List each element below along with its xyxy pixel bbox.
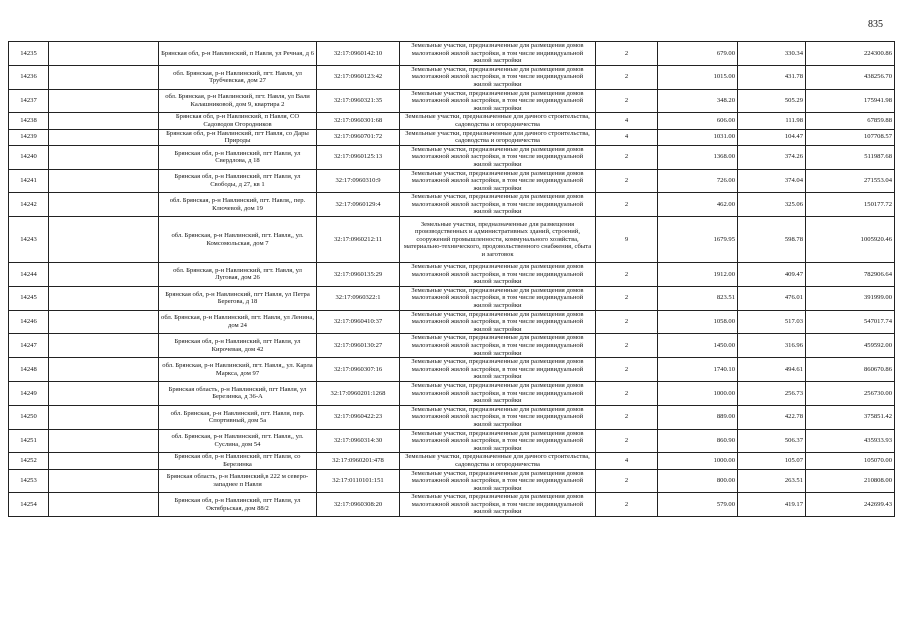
land-use-cell: Земельные участки, предназначенные для дачного строительства, садоводства и огородничества <box>400 453 596 469</box>
cadastral-number-cell: 32:17:0960201:1268 <box>317 381 400 405</box>
specific-value-cell: 111.98 <box>738 113 806 129</box>
group-cell: 2 <box>596 145 658 169</box>
table-row <box>9 286 895 310</box>
blank-cell <box>49 429 159 453</box>
cadastral-number-cell: 32:17:0960310:9 <box>317 169 400 193</box>
row-number: 14236 <box>9 65 49 89</box>
table-row <box>9 334 895 358</box>
group-cell: 2 <box>596 493 658 517</box>
group-cell: 2 <box>596 469 658 493</box>
row-number: 14237 <box>9 89 49 113</box>
cadastral-value-cell: 391999.00 <box>806 286 895 310</box>
table-row <box>9 263 895 287</box>
row-number: 14254 <box>9 493 49 517</box>
row-number: 14253 <box>9 469 49 493</box>
group-cell: 2 <box>596 193 658 217</box>
group-cell: 4 <box>596 453 658 469</box>
group-cell: 2 <box>596 381 658 405</box>
specific-value-cell: 419.17 <box>738 493 806 517</box>
cadastral-number-cell: 32:17:0960314:30 <box>317 429 400 453</box>
specific-value-cell: 505.29 <box>738 89 806 113</box>
cadastral-value-cell: 435933.93 <box>806 429 895 453</box>
cadastral-number-cell: 32:17:0960321:35 <box>317 89 400 113</box>
group-cell: 2 <box>596 334 658 358</box>
row-number: 14248 <box>9 358 49 382</box>
land-use-cell: Земельные участки, предназначенные для размещения домов малоэтажной жилой застройки, в том числе индивидуальной жилой застройки <box>400 169 596 193</box>
cadastral-value-cell: 150177.72 <box>806 193 895 217</box>
blank-cell <box>49 469 159 493</box>
land-use-cell: Земельные участки, предназначенные для размещения производственных и административных зданий, строений, сооружений промышленности, коммунального хозяйства, материально-технического, продовольственного снабжения, сбыта и заготовок <box>400 217 596 263</box>
cadastral-value-cell: 107708.57 <box>806 129 895 145</box>
cadastral-number-cell: 32:17:0960123:42 <box>317 65 400 89</box>
blank-cell <box>49 42 159 66</box>
table-row <box>9 145 895 169</box>
area-cell: 1679.95 <box>658 217 738 263</box>
row-number: 14239 <box>9 129 49 145</box>
cadastral-value-table <box>8 41 895 517</box>
table-row <box>9 65 895 89</box>
address-cell: обл. Брянская, р-н Навлинский, пгт. Навля, ул Трубчевская, дом 27 <box>159 65 317 89</box>
address-cell: обл. Брянская, р-н Навлинский, пгт. Навля, ул Вали Калашниковой, дом 9, квартира 2 <box>159 89 317 113</box>
area-cell: 1912.00 <box>658 263 738 287</box>
group-cell: 2 <box>596 263 658 287</box>
land-use-cell: Земельные участки, предназначенные для размещения домов малоэтажной жилой застройки, в том числе индивидуальной жилой застройки <box>400 405 596 429</box>
area-cell: 348.20 <box>658 89 738 113</box>
row-number: 14242 <box>9 193 49 217</box>
specific-value-cell: 316.96 <box>738 334 806 358</box>
specific-value-cell: 105.07 <box>738 453 806 469</box>
area-cell: 1058.00 <box>658 310 738 334</box>
group-cell: 2 <box>596 310 658 334</box>
specific-value-cell: 256.73 <box>738 381 806 405</box>
specific-value-cell: 598.78 <box>738 217 806 263</box>
cadastral-number-cell: 32:17:0960129:4 <box>317 193 400 217</box>
land-use-cell: Земельные участки, предназначенные для размещения домов малоэтажной жилой застройки, в том числе индивидуальной жилой застройки <box>400 469 596 493</box>
address-cell: Брянская обл, р-н Навлинский, пгт Навля, со Дары Природы <box>159 129 317 145</box>
specific-value-cell: 506.37 <box>738 429 806 453</box>
area-cell: 726.00 <box>658 169 738 193</box>
area-cell: 1000.00 <box>658 381 738 405</box>
area-cell: 823.51 <box>658 286 738 310</box>
table-row <box>9 405 895 429</box>
address-cell: обл. Брянская, р-н Навлинский, пгт. Навля, пер. Спортивный, дом 5а <box>159 405 317 429</box>
table-row <box>9 193 895 217</box>
row-number: 14249 <box>9 381 49 405</box>
cadastral-value-cell: 175941.98 <box>806 89 895 113</box>
cadastral-value-cell: 105070.00 <box>806 453 895 469</box>
land-use-cell: Земельные участки, предназначенные для размещения домов малоэтажной жилой застройки, в том числе индивидуальной жилой застройки <box>400 193 596 217</box>
row-number: 14238 <box>9 113 49 129</box>
address-cell: обл. Брянская, р-н Навлинский, пгт. Навля,, пер. Ключевой, дом 19 <box>159 193 317 217</box>
cadastral-number-cell: 32:17:0960135:29 <box>317 263 400 287</box>
row-number: 14245 <box>9 286 49 310</box>
land-use-cell: Земельные участки, предназначенные для размещения домов малоэтажной жилой застройки, в том числе индивидуальной жилой застройки <box>400 42 596 66</box>
table-row <box>9 42 895 66</box>
specific-value-cell: 374.26 <box>738 145 806 169</box>
row-number: 14252 <box>9 453 49 469</box>
specific-value-cell: 409.47 <box>738 263 806 287</box>
land-use-cell: Земельные участки, предназначенные для размещения домов малоэтажной жилой застройки, в том числе индивидуальной жилой застройки <box>400 65 596 89</box>
row-number: 14235 <box>9 42 49 66</box>
address-cell: обл. Брянская, р-н Навлинский, пгт. Навля,, ул. Карла Маркса, дом 97 <box>159 358 317 382</box>
table-body <box>9 42 895 517</box>
group-cell: 9 <box>596 217 658 263</box>
land-use-cell: Земельные участки, предназначенные для размещения домов малоэтажной жилой застройки, в том числе индивидуальной жилой застройки <box>400 358 596 382</box>
table-row <box>9 217 895 263</box>
table-row <box>9 453 895 469</box>
blank-cell <box>49 89 159 113</box>
blank-cell <box>49 263 159 287</box>
land-use-cell: Земельные участки, предназначенные для дачного строительства, садоводства и огородничества <box>400 129 596 145</box>
row-number: 14247 <box>9 334 49 358</box>
table-row <box>9 358 895 382</box>
table-row <box>9 310 895 334</box>
row-number: 14250 <box>9 405 49 429</box>
blank-cell <box>49 381 159 405</box>
cadastral-number-cell: 32:17:0960322:1 <box>317 286 400 310</box>
address-cell: обл. Брянская, р-н Навлинский, пгт. Навля,, ул. Суслина, дом 54 <box>159 429 317 453</box>
area-cell: 1000.00 <box>658 453 738 469</box>
group-cell: 2 <box>596 42 658 66</box>
cadastral-number-cell: 32:17:0960212:11 <box>317 217 400 263</box>
cadastral-number-cell: 32:17:0960142:10 <box>317 42 400 66</box>
group-cell: 2 <box>596 358 658 382</box>
blank-cell <box>49 217 159 263</box>
table-row <box>9 129 895 145</box>
blank-cell <box>49 65 159 89</box>
land-use-cell: Земельные участки, предназначенные для размещения домов малоэтажной жилой застройки, в том числе индивидуальной жилой застройки <box>400 381 596 405</box>
table-row <box>9 113 895 129</box>
address-cell: Брянская область, р-н Навлинский, пгт Навля, ул Березинка, д 36-А <box>159 381 317 405</box>
group-cell: 2 <box>596 429 658 453</box>
blank-cell <box>49 405 159 429</box>
address-cell: Брянская обл, р-н Навлинский, пгт Навля, со Березинка <box>159 453 317 469</box>
land-use-cell: Земельные участки, предназначенные для размещения домов малоэтажной жилой застройки, в том числе индивидуальной жилой застройки <box>400 145 596 169</box>
specific-value-cell: 263.51 <box>738 469 806 493</box>
blank-cell <box>49 145 159 169</box>
blank-cell <box>49 334 159 358</box>
cadastral-number-cell: 32:17:0960301:68 <box>317 113 400 129</box>
cadastral-value-cell: 242699.43 <box>806 493 895 517</box>
cadastral-number-cell: 32:17:0960201:478 <box>317 453 400 469</box>
specific-value-cell: 431.78 <box>738 65 806 89</box>
cadastral-value-cell: 438256.70 <box>806 65 895 89</box>
cadastral-value-cell: 547017.74 <box>806 310 895 334</box>
address-cell: Брянская обл, р-н Навлинский, пгт Навля, ул Кирочевая, дом 42 <box>159 334 317 358</box>
area-cell: 1740.10 <box>658 358 738 382</box>
blank-cell <box>49 286 159 310</box>
address-cell: Брянская обл, р-н Навлинский, пгт Навля, ул Петра Берегова, д 18 <box>159 286 317 310</box>
cadastral-number-cell: 32:17:0960701:72 <box>317 129 400 145</box>
land-use-cell: Земельные участки, предназначенные для дачного строительства, садоводства и огородничества <box>400 113 596 129</box>
cadastral-number-cell: 32:17:0960125:13 <box>317 145 400 169</box>
group-cell: 4 <box>596 129 658 145</box>
blank-cell <box>49 129 159 145</box>
cadastral-value-cell: 511987.68 <box>806 145 895 169</box>
land-use-cell: Земельные участки, предназначенные для размещения домов малоэтажной жилой застройки, в том числе индивидуальной жилой застройки <box>400 493 596 517</box>
group-cell: 2 <box>596 89 658 113</box>
row-number: 14241 <box>9 169 49 193</box>
area-cell: 800.00 <box>658 469 738 493</box>
table-row <box>9 169 895 193</box>
area-cell: 889.00 <box>658 405 738 429</box>
blank-cell <box>49 193 159 217</box>
address-cell: обл. Брянская, р-н Навлинский, пгт. Навля, ул Ленина, дом 24 <box>159 310 317 334</box>
address-cell: Брянская обл, р-н Навлинский, пгт Навля, ул Свободы, д 27, кв 1 <box>159 169 317 193</box>
blank-cell <box>49 113 159 129</box>
address-cell: Брянская обл, р-н Навлинский, п Навля, СО Садоводов Огородников <box>159 113 317 129</box>
cadastral-number-cell: 32:17:0960422:23 <box>317 405 400 429</box>
land-use-cell: Земельные участки, предназначенные для размещения домов малоэтажной жилой застройки, в том числе индивидуальной жилой застройки <box>400 263 596 287</box>
address-cell: Брянская обл, р-н Навлинский, п Навля, ул Речная, д 6 <box>159 42 317 66</box>
table-row <box>9 429 895 453</box>
row-number: 14246 <box>9 310 49 334</box>
cadastral-number-cell: 32:17:0960308:20 <box>317 493 400 517</box>
land-use-cell: Земельные участки, предназначенные для размещения домов малоэтажной жилой застройки, в том числе индивидуальной жилой застройки <box>400 310 596 334</box>
cadastral-value-cell: 67859.88 <box>806 113 895 129</box>
land-use-cell: Земельные участки, предназначенные для размещения домов малоэтажной жилой застройки, в том числе индивидуальной жилой застройки <box>400 429 596 453</box>
table-row <box>9 493 895 517</box>
land-use-cell: Земельные участки, предназначенные для размещения домов малоэтажной жилой застройки, в том числе индивидуальной жилой застройки <box>400 89 596 113</box>
cadastral-value-cell: 1005920.46 <box>806 217 895 263</box>
group-cell: 2 <box>596 286 658 310</box>
address-cell: Брянская обл, р-н Навлинский, пгт Навля, ул Октябрьская, дом 88/2 <box>159 493 317 517</box>
page-number: 835 <box>868 19 883 30</box>
cadastral-value-cell: 224300.86 <box>806 42 895 66</box>
cadastral-value-cell: 860670.86 <box>806 358 895 382</box>
cadastral-value-cell: 459592.00 <box>806 334 895 358</box>
blank-cell <box>49 169 159 193</box>
land-use-cell: Земельные участки, предназначенные для размещения домов малоэтажной жилой застройки, в том числе индивидуальной жилой застройки <box>400 286 596 310</box>
row-number: 14244 <box>9 263 49 287</box>
area-cell: 462.00 <box>658 193 738 217</box>
table-row <box>9 381 895 405</box>
address-cell: обл. Брянская, р-н Навлинский, пгт. Навля, ул Луговая, дом 26 <box>159 263 317 287</box>
area-cell: 1031.00 <box>658 129 738 145</box>
row-number: 14243 <box>9 217 49 263</box>
area-cell: 679.00 <box>658 42 738 66</box>
specific-value-cell: 104.47 <box>738 129 806 145</box>
group-cell: 2 <box>596 65 658 89</box>
land-use-cell: Земельные участки, предназначенные для размещения домов малоэтажной жилой застройки, в том числе индивидуальной жилой застройки <box>400 334 596 358</box>
specific-value-cell: 374.04 <box>738 169 806 193</box>
row-number: 14251 <box>9 429 49 453</box>
cadastral-number-cell: 32:17:0960130:27 <box>317 334 400 358</box>
blank-cell <box>49 310 159 334</box>
specific-value-cell: 422.78 <box>738 405 806 429</box>
area-cell: 860.90 <box>658 429 738 453</box>
blank-cell <box>49 453 159 469</box>
address-cell: Брянская область, р-н Навлинский,в 222 м северо-западнее п Навля <box>159 469 317 493</box>
row-number: 14240 <box>9 145 49 169</box>
cadastral-value-cell: 375851.42 <box>806 405 895 429</box>
address-cell: Брянская обл, р-н Навлинский, пгт Навля, ул Свердлова, д 18 <box>159 145 317 169</box>
cadastral-number-cell: 32:17:0110101:151 <box>317 469 400 493</box>
cadastral-number-cell: 32:17:0960307:16 <box>317 358 400 382</box>
table-row <box>9 469 895 493</box>
cadastral-value-cell: 256730.00 <box>806 381 895 405</box>
cadastral-value-cell: 271553.04 <box>806 169 895 193</box>
group-cell: 2 <box>596 169 658 193</box>
cadastral-value-cell: 782906.64 <box>806 263 895 287</box>
area-cell: 1368.00 <box>658 145 738 169</box>
blank-cell <box>49 493 159 517</box>
cadastral-number-cell: 32:17:0960410:37 <box>317 310 400 334</box>
group-cell: 2 <box>596 405 658 429</box>
specific-value-cell: 330.34 <box>738 42 806 66</box>
address-cell: обл. Брянская, р-н Навлинский, пгт. Навля,, ул. Комсомольская, дом 7 <box>159 217 317 263</box>
specific-value-cell: 517.03 <box>738 310 806 334</box>
area-cell: 579.00 <box>658 493 738 517</box>
table-row <box>9 89 895 113</box>
area-cell: 606.00 <box>658 113 738 129</box>
specific-value-cell: 476.01 <box>738 286 806 310</box>
area-cell: 1450.00 <box>658 334 738 358</box>
specific-value-cell: 325.06 <box>738 193 806 217</box>
area-cell: 1015.00 <box>658 65 738 89</box>
blank-cell <box>49 358 159 382</box>
specific-value-cell: 494.61 <box>738 358 806 382</box>
cadastral-value-cell: 210808.00 <box>806 469 895 493</box>
group-cell: 4 <box>596 113 658 129</box>
